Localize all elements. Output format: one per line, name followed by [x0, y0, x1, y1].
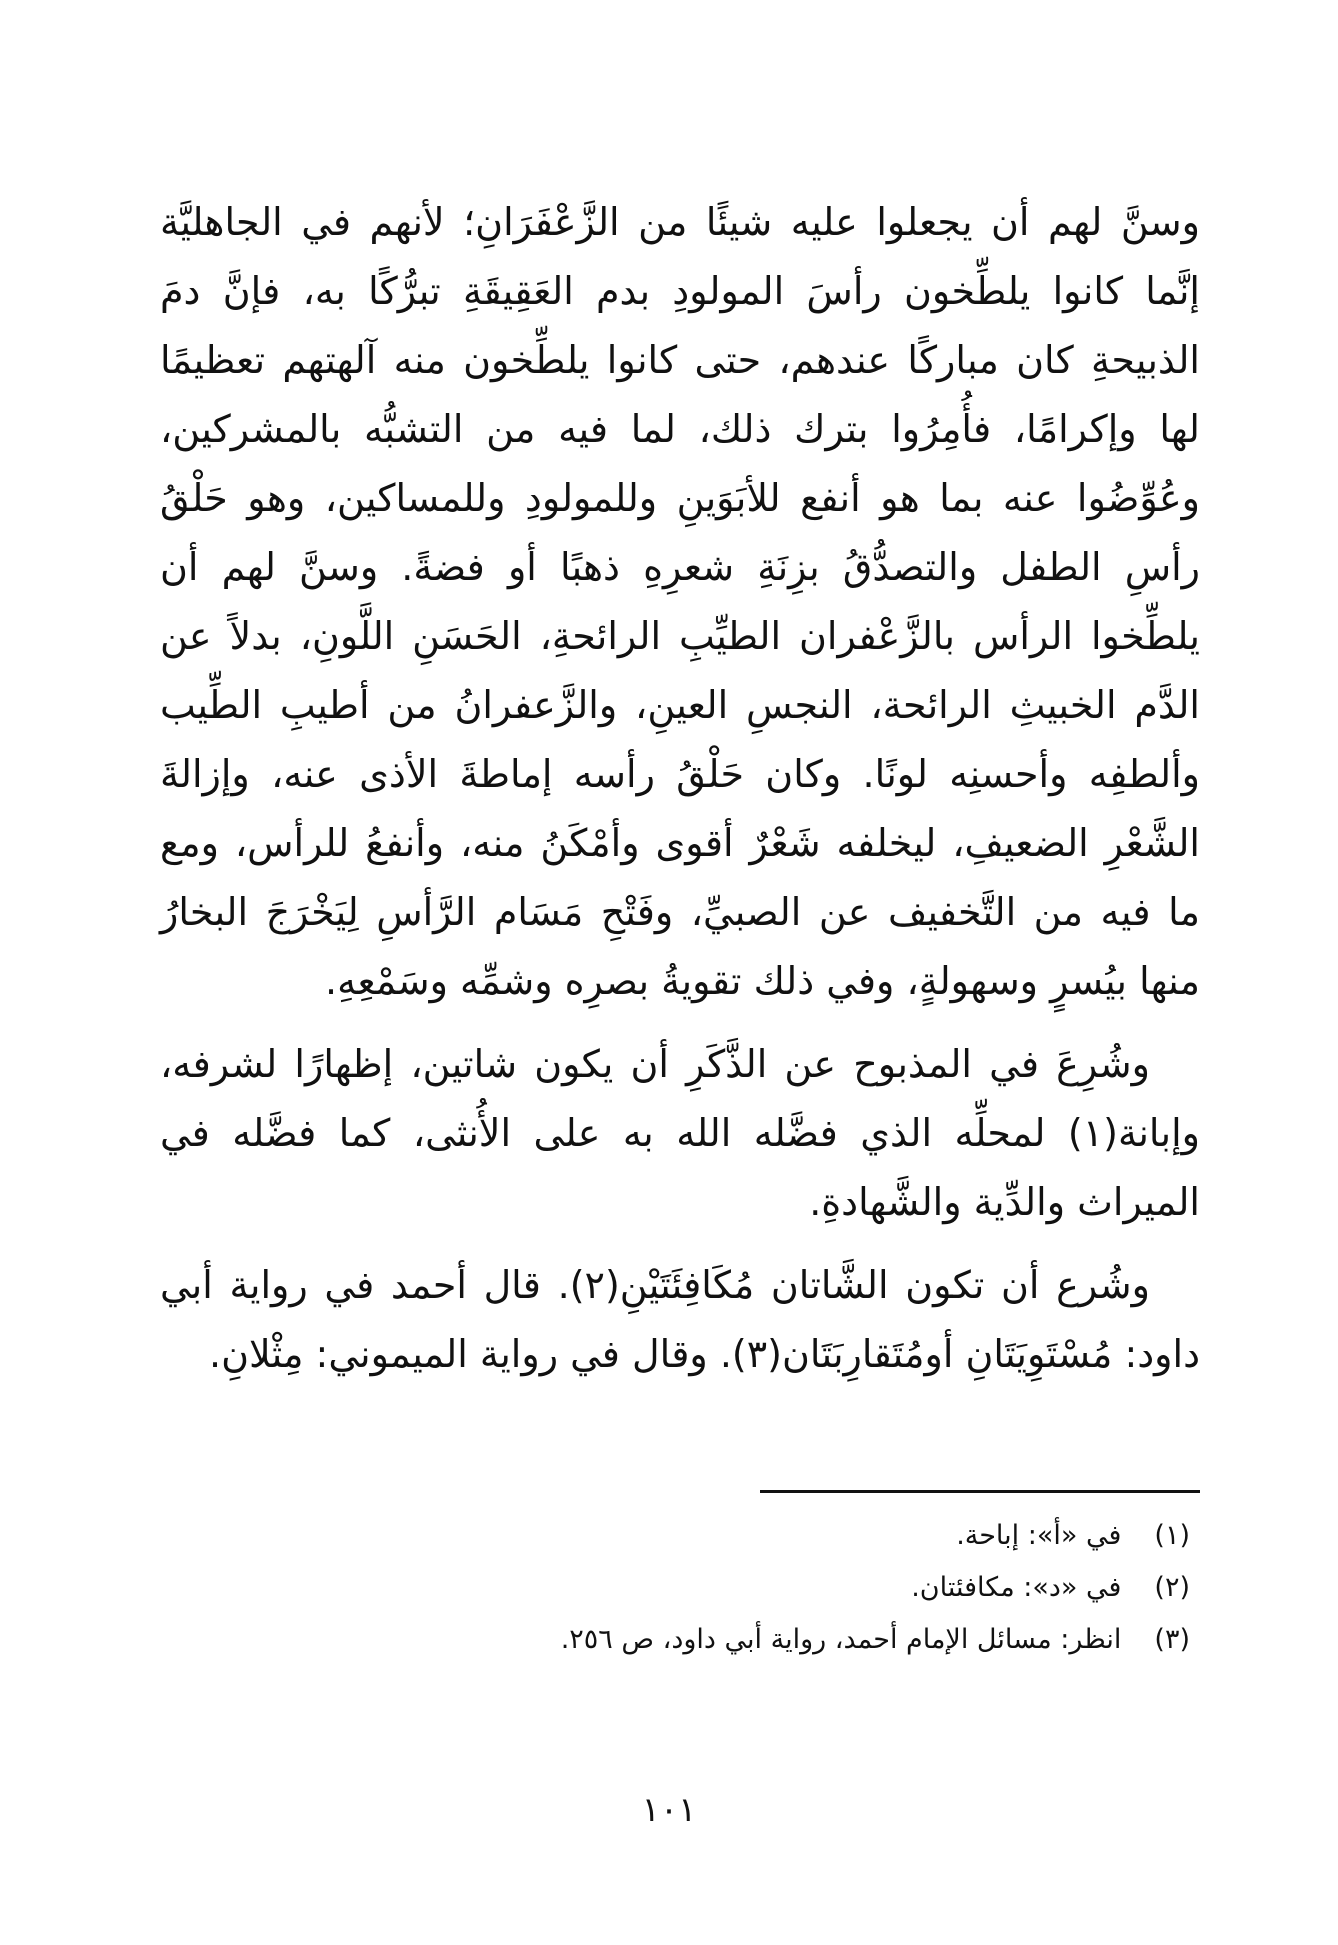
paragraph-two-sheep: وشُرع أن تكون الشَّاتان مُكَافِئَتَيْنِ(٢). قال أحمد في رواية أبي داود: مُسْتَوِيَتَانِ أومُتَقارِبَتَان(٣). وقال في رواية الميموني: مِثْلانِ. [160, 1263, 1200, 1376]
footnote-item [160, 1614, 1200, 1666]
footnote-number: (١) [1154, 1520, 1190, 1551]
footnote-text: انظر: مسائل الإمام أحمد، رواية أبي داود، ص ٢٥٦. [560, 1624, 1122, 1655]
main-text [160, 188, 1200, 1389]
page-number: ١٠١ [641, 1790, 697, 1830]
paragraph-saffron: وسنَّ لهم أن يجعلوا عليه شيئًا من الزَّعْفَرَانِ؛ لأنهم في الجاهليَّة إنَّما كانوا يلطِّخون رأسَ المولودِ بدم العَقِيقَةِ تبرُّكًا به، فإنَّ دمَ الذبيحةِ كان مباركًا عندهم، حتى كانوا يلطِّخون منه آلهتهم تعظيمًا لها وإكرامًا، فأُمِرُوا بترك ذلك، لما فيه من التشبُّه بالمشركين، وعُوِّضُوا عنه بما هو أنفع للأبَوَينِ وللمولودِ وللمساكين، وهو حَلْقُ رأسِ الطفل والتصدُّقُ بزِنَةِ شعرِهِ ذهبًا أو فضةً. وسنَّ لهم أن يلطِّخوا الرأس بالزَّعْفران الطيِّبِ الرائحةِ، الحَسَنِ اللَّونِ، بدلاً عن الدَّم الخبيثِ الرائحة، النجسِ العينِ، والزَّعفرانُ من أطيبِ الطِّيب وألطفِه وأحسنِه لونًا. وكان حَلْقُ رأسه إماطةَ الأذى عنه، وإزالةَ الشَّعْرِ الضعيفِ، ليخلفه شَعْرٌ أقوى وأمْكَنُ منه، وأنفعُ للرأس، ومع ما فيه من التَّخفيف عن الصبيِّ، وفَتْحِ مَسَام الرَّأسِ لِيَخْرَجَ البخارُ منها بيُسرٍ وسهولةٍ، وفي ذلك تقويةُ بصرِه وشمِّه وسَمْعِهِ. [160, 200, 1200, 1003]
footnote-text: في «أ»: إباحة. [956, 1520, 1122, 1551]
footnote-number: (٢) [1154, 1572, 1190, 1603]
footnote-text: في «د»: مكافئتان. [911, 1572, 1122, 1603]
footnote-item [160, 1510, 1200, 1562]
footnote-number: (٣) [1154, 1624, 1190, 1655]
paragraph-male-sacrifice: وشُرِعَ في المذبوح عن الذَّكَرِ أن يكون شاتين، إظهارًا لشرفه، وإبانة(١) لمحلِّه الذي فضَّله الله به على الأُنثى، كما فضَّله في الميراث والدِّية والشَّهادةِ. [160, 1042, 1200, 1224]
footnotes [160, 1510, 1200, 1666]
footnote-item [160, 1562, 1200, 1614]
footnote-separator [760, 1490, 1200, 1493]
